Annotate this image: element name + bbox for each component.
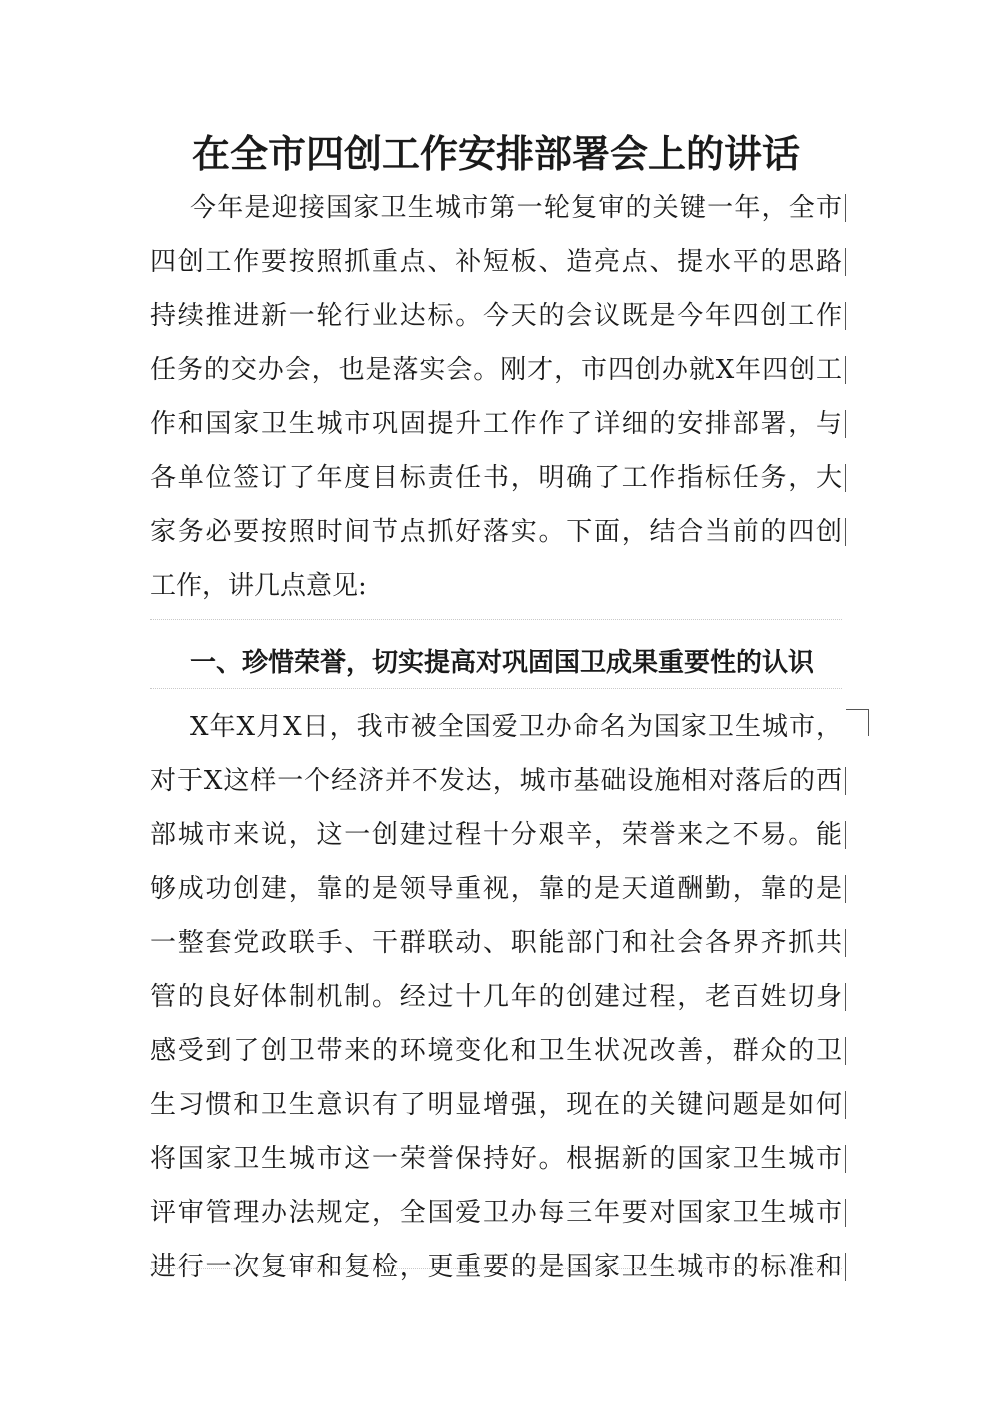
text-line: 部城市来说，这一创建过程十分艰辛，荣誉来之不易。能 — [150, 808, 842, 862]
text-line: 各单位签订了年度目标责任书，明确了工作指标任务，大 — [150, 451, 842, 505]
paragraph-divider — [150, 688, 842, 689]
line-end-marker — [845, 1037, 846, 1065]
text-line: 感受到了创卫带来的环境变化和卫生状况改善，群众的卫 — [150, 1024, 842, 1078]
text-line: 进行一次复审和复检，更重要的是国家卫生城市的标准和 — [150, 1240, 842, 1294]
text-line: 家务必要按照时间节点抓好落实。下面，结合当前的四创 — [150, 505, 842, 559]
line-end-marker — [845, 821, 846, 849]
section-heading: 一、珍惜荣誉，切实提高对巩固国卫成果重要性的认识 — [190, 648, 815, 678]
section-paragraph — [150, 700, 842, 1294]
text-line: 生习惯和卫生意识有了明显增强，现在的关键问题是如何 — [150, 1078, 842, 1132]
line-end-marker — [845, 464, 846, 492]
line-end-marker — [845, 248, 846, 276]
text-line: 一整套党政联手、干群联动、职能部门和社会各界齐抓共 — [150, 916, 842, 970]
text-line: 够成功创建，靠的是领导重视，靠的是天道酬勤，靠的是 — [150, 862, 842, 916]
text-line: 工作，讲几点意见: — [150, 571, 367, 601]
text-line: X年X月X日，我市被全国爱卫办命名为国家卫生城市， — [190, 712, 842, 742]
document-title: 在全市四创工作安排部署会上的讲话 — [191, 131, 800, 176]
text-boundary-corner-mark — [846, 709, 869, 736]
text-line: 任务的交办会，也是落实会。刚才，市四创办就X年四创工 — [150, 343, 842, 397]
line-end-marker — [845, 929, 846, 957]
bottom-boundary — [150, 1268, 842, 1269]
line-end-marker — [845, 410, 846, 438]
text-line: 持续推进新一轮行业达标。今天的会议既是今年四创工作 — [150, 289, 842, 343]
line-end-marker — [845, 194, 846, 222]
text-line: 作和国家卫生城市巩固提升工作作了详细的安排部署，与 — [150, 397, 842, 451]
line-end-marker — [845, 356, 846, 384]
line-end-marker — [845, 1199, 846, 1227]
line-end-marker — [845, 518, 846, 546]
text-line: 评审管理办法规定，全国爱卫办每三年要对国家卫生城市 — [150, 1186, 842, 1240]
line-end-marker — [845, 302, 846, 330]
line-end-marker — [845, 983, 846, 1011]
line-end-marker — [845, 875, 846, 903]
line-end-marker — [845, 1253, 846, 1281]
text-line: 对于X这样一个经济并不发达，城市基础设施相对落后的西 — [150, 754, 842, 808]
line-end-marker — [845, 1091, 846, 1119]
line-end-marker — [845, 767, 846, 795]
text-line: 四创工作要按照抓重点、补短板、造亮点、提水平的思路 — [150, 235, 842, 289]
text-line: 将国家卫生城市这一荣誉保持好。根据新的国家卫生城市 — [150, 1132, 842, 1186]
line-end-marker — [845, 1145, 846, 1173]
intro-paragraph — [150, 181, 842, 613]
text-line: 今年是迎接国家卫生城市第一轮复审的关键一年，全市 — [150, 181, 842, 235]
paragraph-divider — [150, 619, 842, 620]
text-line: 管的良好体制机制。经过十几年的创建过程，老百姓切身 — [150, 970, 842, 1024]
